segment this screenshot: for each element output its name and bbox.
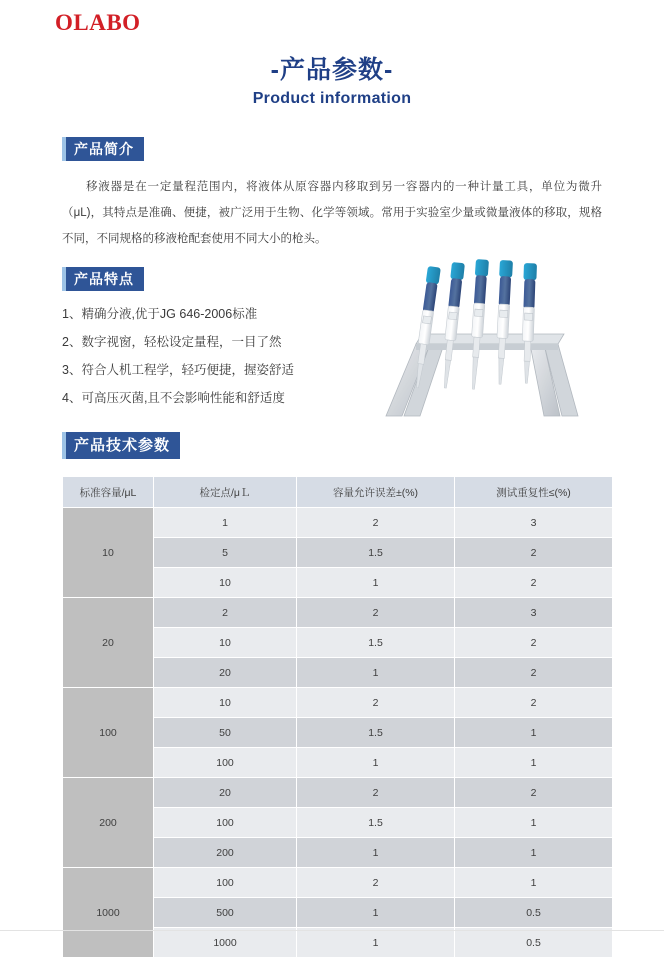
cell-point: 20 xyxy=(154,658,297,688)
cell-point: 10 xyxy=(154,688,297,718)
cell-capacity: 100 xyxy=(63,688,154,778)
cell-error: 2 xyxy=(297,778,455,808)
table-row xyxy=(63,868,613,898)
page-title-en: Product information xyxy=(252,90,412,107)
features-list xyxy=(62,300,362,412)
cell-repeat: 1 xyxy=(455,748,613,778)
col-repeatability: 测试重复性≤(%) xyxy=(455,477,613,508)
cell-point: 50 xyxy=(154,718,297,748)
cell-repeat: 2 xyxy=(455,688,613,718)
col-check-point: 检定点/μＬ xyxy=(154,477,297,508)
cell-point: 5 xyxy=(154,538,297,568)
cell-error: 1.5 xyxy=(297,808,455,838)
table-body xyxy=(63,508,613,958)
cell-point: 10 xyxy=(154,628,297,658)
list-item: 1、精确分液,优于JG 646-2006标准 xyxy=(62,307,258,321)
cell-error: 2 xyxy=(297,868,455,898)
table-row xyxy=(63,778,613,808)
table-row xyxy=(63,688,613,718)
cell-point: 2 xyxy=(154,598,297,628)
cell-capacity: 1000 xyxy=(63,868,154,958)
cell-point: 100 xyxy=(154,868,297,898)
col-standard-capacity: 标准容量/μL xyxy=(63,477,154,508)
footer-divider xyxy=(0,930,664,931)
cell-error: 1.5 xyxy=(297,718,455,748)
cell-repeat: 2 xyxy=(455,658,613,688)
cell-point: 10 xyxy=(154,568,297,598)
cell-repeat: 1 xyxy=(455,718,613,748)
section-heading-features xyxy=(62,267,144,291)
list-item: 4、可高压灭菌,且不会影响性能和舒适度 xyxy=(62,391,285,405)
cell-repeat: 0.5 xyxy=(455,928,613,958)
list-item: 2、数字视窗，轻松设定量程，一目了然 xyxy=(62,335,282,349)
section-heading-intro xyxy=(62,137,144,161)
cell-error: 1 xyxy=(297,748,455,778)
cell-point: 500 xyxy=(154,898,297,928)
cell-repeat: 1 xyxy=(455,838,613,868)
spec-table xyxy=(62,476,613,958)
cell-error: 1.5 xyxy=(297,538,455,568)
cell-error: 1 xyxy=(297,658,455,688)
cell-capacity: 10 xyxy=(63,508,154,598)
section-heading-intro-label: 产品简介 xyxy=(74,141,134,157)
cell-repeat: 2 xyxy=(455,568,613,598)
cell-repeat: 1 xyxy=(455,868,613,898)
cell-point: 1 xyxy=(154,508,297,538)
cell-point: 200 xyxy=(154,838,297,868)
page-title-zh: -产品参数- xyxy=(270,56,394,84)
list-item: 3、符合人机工程学，轻巧便捷，握姿舒适 xyxy=(62,363,294,377)
cell-error: 1 xyxy=(297,898,455,928)
table-row xyxy=(63,508,613,538)
cell-repeat: 0.5 xyxy=(455,898,613,928)
cell-point: 100 xyxy=(154,748,297,778)
cell-error: 2 xyxy=(297,508,455,538)
cell-error: 1 xyxy=(297,568,455,598)
cell-error: 1 xyxy=(297,928,455,958)
cell-point: 100 xyxy=(154,808,297,838)
cell-capacity: 200 xyxy=(63,778,154,868)
section-heading-specs xyxy=(62,432,180,459)
cell-error: 2 xyxy=(297,688,455,718)
brand-logo: OLABO xyxy=(55,10,141,35)
col-allowed-error: 容量允许误差±(%) xyxy=(297,477,455,508)
section-heading-features-label: 产品特点 xyxy=(74,271,134,287)
cell-repeat: 1 xyxy=(455,808,613,838)
cell-repeat: 2 xyxy=(455,538,613,568)
cell-point: 20 xyxy=(154,778,297,808)
cell-repeat: 2 xyxy=(455,778,613,808)
table-header-row xyxy=(63,477,613,508)
cell-repeat: 3 xyxy=(455,598,613,628)
cell-repeat: 2 xyxy=(455,628,613,658)
cell-error: 1.5 xyxy=(297,628,455,658)
cell-capacity: 20 xyxy=(63,598,154,688)
cell-repeat: 3 xyxy=(455,508,613,538)
pipette-rack-image xyxy=(368,248,606,424)
cell-point: 1000 xyxy=(154,928,297,958)
cell-error: 1 xyxy=(297,838,455,868)
intro-paragraph: 移液器是在一定量程范围内，将液体从原容器内移取到另一容器内的一种计量工具，单位为微升（μL)，其特点是准确、便捷，被广泛用于生物、化学等领域。常用于实验室少量或微量液体的移取，规格不同，不同规格的移液枪配套使用不同大小的枪头。 xyxy=(62,181,602,245)
cell-error: 2 xyxy=(297,598,455,628)
section-heading-specs-label: 产品技术参数 xyxy=(74,437,171,454)
table-row xyxy=(63,598,613,628)
